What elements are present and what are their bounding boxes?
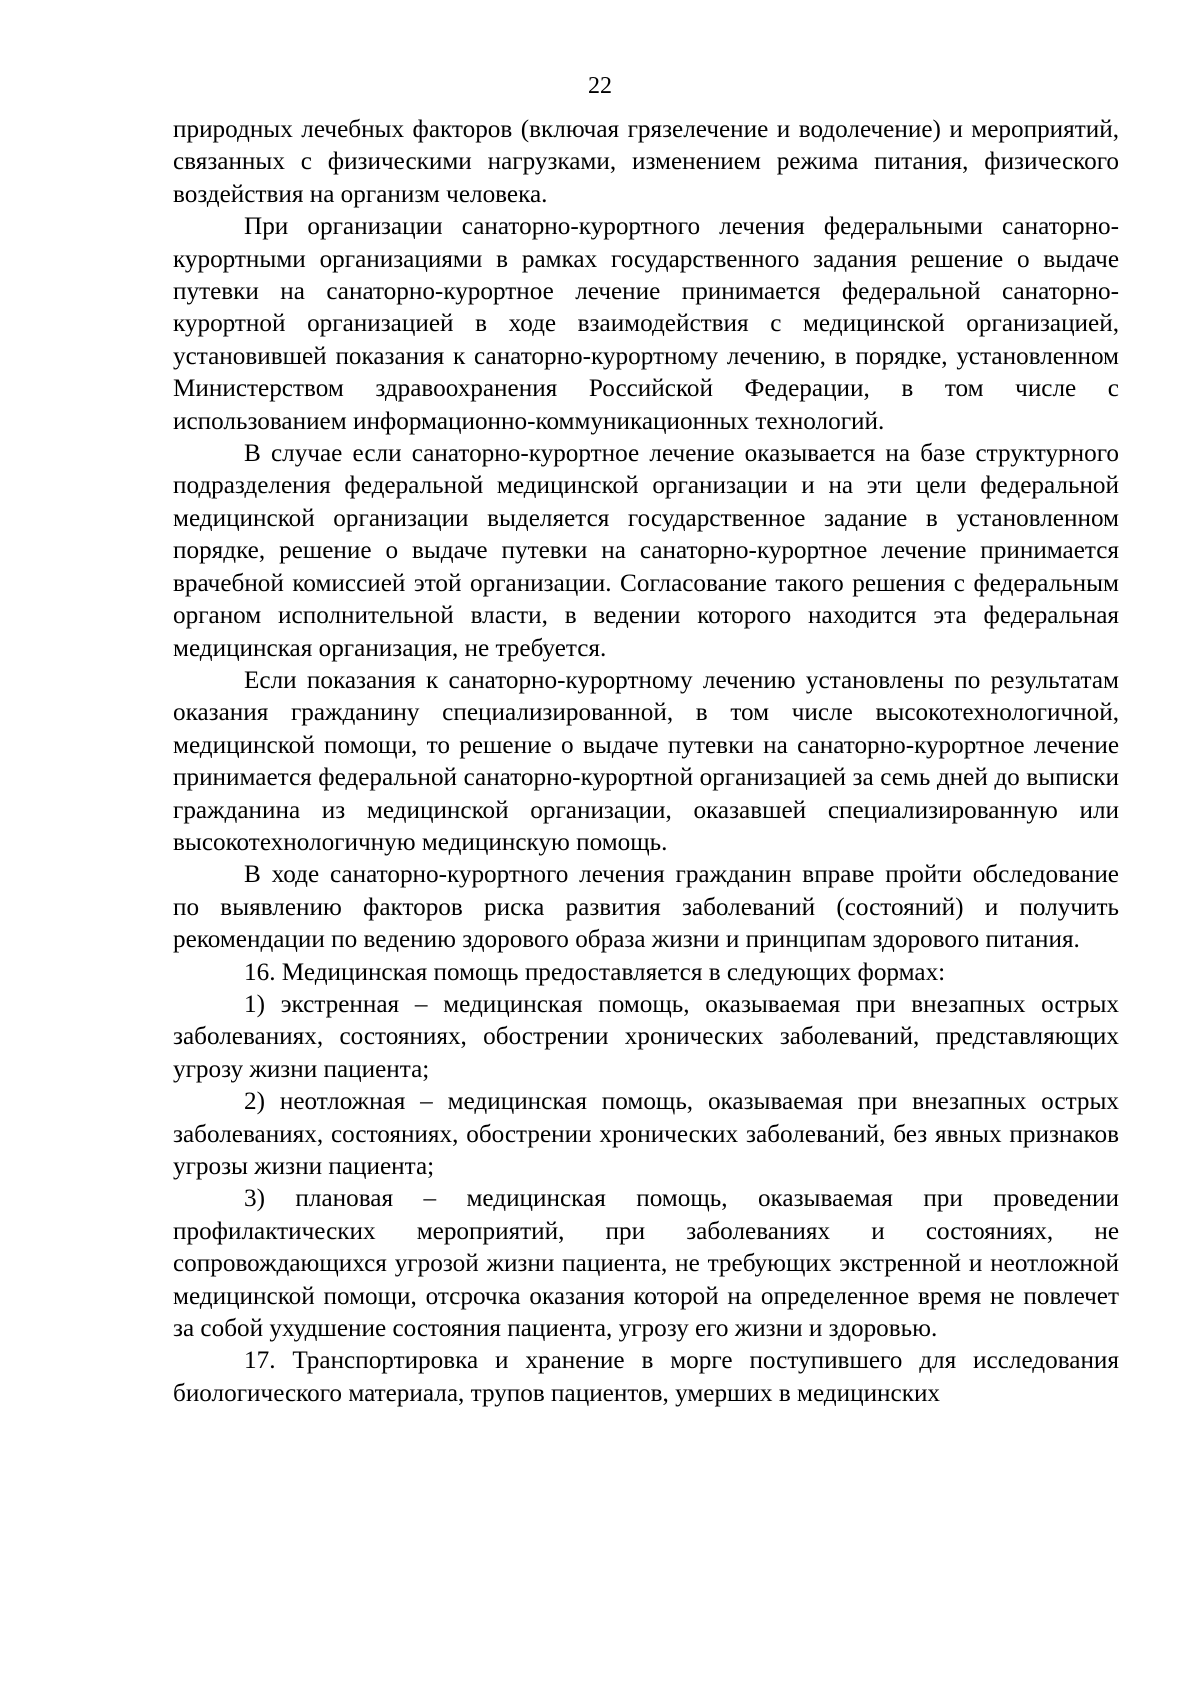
list-item-planned: 3) плановая – медицинская помощь, оказываемая при проведении профилактических мероприятий, при заболеваниях и состояниях, не сопровождающихся угрозой жизни пациента, не требующих экстренной и неотложной медицинской помощи, отсрочка оказания которой на определенное время не повлечет за собой ухудшение состояния пациента, угрозу его жизни и здоровью. xyxy=(173,1185,1119,1343)
paragraph-federal-organizations: При организации санаторно-курортного лечения федеральными санаторно-курортными организациями в рамках государственного задания решение о выдаче путевки на санаторно-курортное лечение принимается федеральной санаторно-курортной организацией в ходе взаимодействия с медицинской организацией, установившей показания к санаторно-курортному лечению, в порядке, установленном Министерством здравоохранения Российской Федерации, в том числе с использованием информационно-коммуникационных технологий. xyxy=(173,213,1119,435)
paragraph-examination: В ходе санаторно-курортного лечения гражданин вправе пройти обследование по выявлению факторов риска развития заболеваний (состояний) и получить рекомендации по ведению здорового образа жизни и принципам здорового питания. xyxy=(173,861,1119,954)
paragraph-continuation: природных лечебных факторов (включая грязелечение и водолечение) и мероприятий, связанных с физическими нагрузками, изменением режима питания, физического воздействия на организм человека. xyxy=(173,116,1119,208)
paragraph-structural-division: В случае если санаторно-курортное лечение оказывается на базе структурного подразделения федеральной медицинской организации и на эти цели федеральной медицинской организации выделяется государственное задание в установленном порядке, решение о выдаче путевки на санаторно-курортное лечение принимается врачебной комиссией этой организации. Согласование такого решения с федеральным органом исполнительной власти, в ведении которого находится эта федеральная медицинская организация, не требуется. xyxy=(173,440,1119,662)
document-body xyxy=(173,114,1119,1410)
page-number: 22 xyxy=(588,73,612,99)
clause-17-start: 17. Транспортировка и хранение в морге поступившего для исследования биологического материала, трупов пациентов, умерших в медицинских xyxy=(173,1347,1119,1407)
list-item-emergency: 1) экстренная – медицинская помощь, оказываемая при внезапных острых заболеваниях, состояниях, обострении хронических заболеваний, представляющих угрозу жизни пациента; xyxy=(173,990,1119,1083)
paragraph-specialized-care: Если показания к санаторно-курортному лечению установлены по результатам оказания гражданину специализированной, в том числе высокотехнологичной, медицинской помощи, то решение о выдаче путевки на санаторно-курортное лечение принимается федеральной санаторно-курортной организацией за семь дней до выписки гражданина из медицинской организации, оказавшей специализированную или высокотехнологичную медицинскую помощь. xyxy=(173,666,1119,856)
clause-16-heading: 16. Медицинская помощь предоставляется в следующих формах: xyxy=(244,958,946,986)
list-item-urgent: 2) неотложная – медицинская помощь, оказываемая при внезапных острых заболеваниях, состояниях, обострении хронических заболеваний, без явных признаков угрозы жизни пациента; xyxy=(173,1088,1119,1180)
